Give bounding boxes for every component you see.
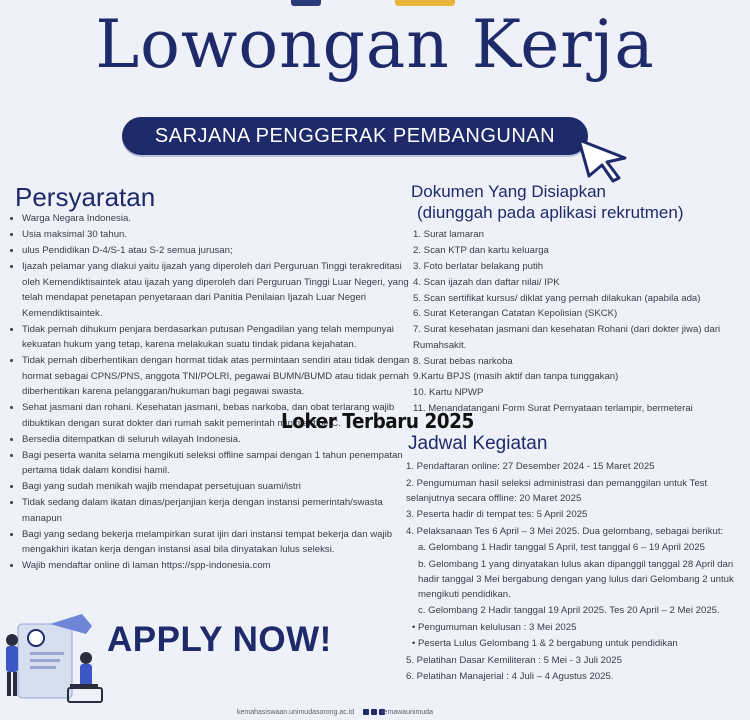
document-item: 7. Surat kesehatan jasmani dan kesehatan Rohani (dari dokter jiwa) dari Rumahsakit. <box>413 324 721 351</box>
footer-handle: lemawaunimuda <box>382 709 433 716</box>
schedule-item: 4. Pelaksanaan Tes 6 April – 3 Mei 2025. Dua gelombang, sebagai berikut: <box>406 525 724 537</box>
schedule-item: • Peserta Lulus Gelombang 1 & 2 bergabung untuk pendidikan <box>412 638 678 649</box>
footer <box>0 706 750 720</box>
requirement-item: • Bersedia ditempatkan di seluruh wilayah Indonesia. <box>22 432 414 448</box>
requirement-item: • Tidak pernah diberhentikan dengan hormat tidak atas permintaan sendiri atau tidak dengan hormat sebagai CPNS/PNS, anggota TNI/POLRI, pegawai BUMN/BUMD atau tidak pernah diberhentikan karena pelanggaran/hukuman bagi pegawai swasta. <box>22 353 414 400</box>
schedule-heading: Jadwal Kegiatan <box>408 433 548 454</box>
schedule-item: c. Gelombang 2 Hadir tanggal 19 April 2025. Tes 20 April – 2 Mei 2025. <box>418 605 720 616</box>
subtitle-banner: SARJANA PENGGERAK PEMBANGUNAN <box>122 117 588 155</box>
schedule-item: 1. Pendaftaran online: 27 Desember 2024 - 15 Maret 2025 <box>406 461 655 472</box>
schedule-item: a. Gelombang 1 Hadir tanggal 5 April, test tanggal 6 – 19 April 2025 <box>418 542 705 553</box>
requirement-item: • ulus Pendidikan D-4/S-1 atau S-2 semua jurusan; <box>22 243 414 259</box>
page-title: Lowongan Kerja <box>95 6 655 83</box>
documents-heading-line1: Dokumen Yang Disiapkan <box>411 182 606 201</box>
footer-url[interactable]: kemahasiswaan.unimudasorong.ac.id <box>237 709 355 716</box>
instagram-icon <box>363 709 369 715</box>
requirement-item: • Warga Negara Indonesia. <box>22 211 414 227</box>
schedule-item: 2. Pengumuman hasil seleksi administrasi dan pemanggilan untuk Test selanjutnya secara offline: 20 Maret 2025 <box>406 477 708 504</box>
schedule-item: • Pengumuman kelulusan : 3 Mei 2025 <box>412 621 577 633</box>
cursor-arrow-icon <box>575 136 631 184</box>
apply-now-button[interactable]: APPLY NOW! <box>107 620 332 659</box>
documents-list <box>413 227 748 417</box>
document-item: 9.Kartu BPJS (masih aktif dan tanpa tunggakan) <box>413 371 619 383</box>
schedule-list <box>406 459 746 686</box>
schedule-item: 6. Pelatihan Manajerial : 4 Juli – 4 Agustus 2025. <box>406 671 614 682</box>
document-item: 8. Surat bebas narkoba <box>413 355 513 367</box>
schedule-item: 5. Pelatihan Dasar Kemiliteran : 5 Mei - 3 Juli 2025 <box>406 654 622 666</box>
requirement-item: • Tidak sedang dalam ikatan dinas/perjanjian kerja dengan instansi pemerintah/swasta manapun <box>22 495 414 526</box>
documents-heading <box>411 181 684 223</box>
documents-heading-line2: (diunggah pada aplikasi rekrutmen) <box>417 203 684 222</box>
requirements-list <box>8 211 414 574</box>
document-item: 5. Scan sertifikat kursus/ diklat yang pernah dilakukan (apabila ada) <box>413 292 701 304</box>
document-item: 4. Scan ijazah dan daftar nilai/ IPK <box>413 276 560 288</box>
requirement-item: • Ijazah pelamar yang diakui yaitu ijazah yang diperoleh dari Perguruan Tinggi terakreditasi oleh Kemendiktisaintek atau ijazah yang diperoleh dari Perguruan Tinggi Luar Negeri, yang telah mendapat penetapan penyetaraan dari Panitia Penilaian Ijazah Luar Negeri Kemendiktisaintek. <box>22 259 414 321</box>
requirement-item: • Usia maksimal 30 tahun. <box>22 227 414 243</box>
requirement-item: • Bagi peserta wanita selama mengikuti seleksi offline sampai dengan 1 tahun penempatan pertama tidak dalam kondisi hamil. <box>22 448 414 479</box>
requirement-item: • Tidak pernah dihukum penjara berdasarkan putusan Pengadilan yang telah mempunyai kekuatan hukum yang tetap, karena melakukan suatu tindak pidana kejahatan. <box>22 322 414 353</box>
requirement-item: • Sehat jasmani dan rohani. Kesehatan jasmani, bebas narkoba, dan obat terlarang wajib dibuktikan dengan surat dokter dari rumah sakit pemerintah minimal tipe C. <box>22 400 414 431</box>
schedule-item: 3. Peserta hadir di tempat tes: 5 April 2025 <box>406 509 588 520</box>
schedule-item: b. Gelombang 1 yang dinyatakan lulus akan dipanggil tanggal 28 April dan hadir tanggal 3 Mei bergabung dengan yang lulus dari Gelombang 2 untuk mengikuti pendidikan. <box>418 558 734 600</box>
document-item: 1. Surat lamaran <box>413 229 484 240</box>
requirements-heading: Persyaratan <box>15 182 156 212</box>
document-item: 2. Scan KTP dan kartu keluarga <box>413 244 549 256</box>
requirement-item: • Bagi yang sedang bekerja melampirkan surat ijin dari instansi tempat bekerja dan wajib mengakhiri ikatan kerja dengan instansi asal bila dinyatakan lulus seleksi. <box>22 527 414 558</box>
requirement-item: • Wajib mendaftar online di laman https://spp-indonesia.com <box>22 558 414 574</box>
requirement-item: • Bagi yang sudah menikah wajib mendapat persetujuan suami/istri <box>22 479 414 495</box>
document-item: 11. Menandatangani Form Surat Pernyataan terlampir, bermeterai <box>413 403 693 415</box>
document-item: 10. Kartu NPWP <box>413 387 484 399</box>
facebook-icon <box>371 709 377 715</box>
document-item: 6. Surat Keterangan Catatan Kepolisian (SKCK) <box>413 308 618 320</box>
document-item: 3. Foto berlatar belakang putih <box>413 260 544 272</box>
watermark-text: Loker Terbaru 2025 <box>281 409 474 433</box>
recruitment-illustration <box>0 596 110 708</box>
